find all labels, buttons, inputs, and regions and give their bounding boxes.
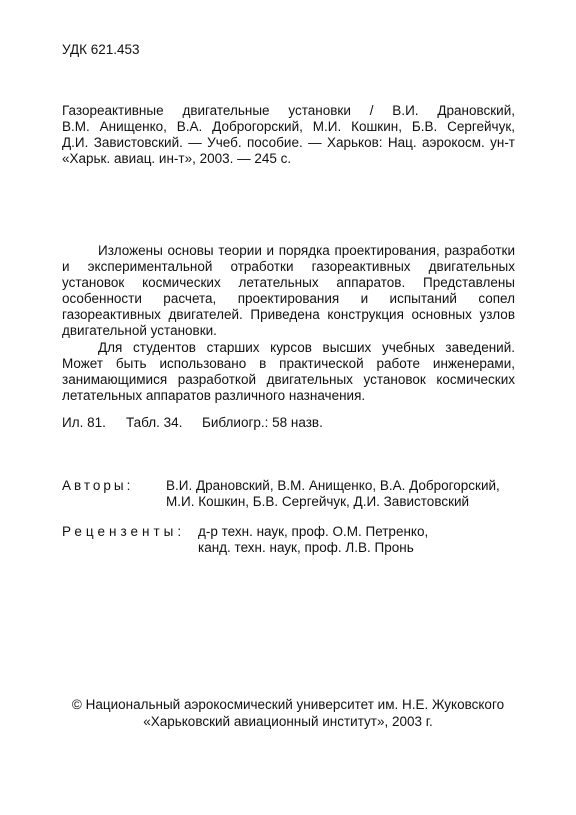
- abstract-line: двигательной установки.: [62, 323, 217, 338]
- reviewers-label: Рецензенты:: [62, 524, 186, 539]
- abstract-line: установок космических летательных аппаратов. Представлены: [62, 275, 515, 290]
- bibliographic-line: Д.И. Завистовский. — Учеб. пособие. — Харьков: Нац. аэрокосм. ун-т: [62, 135, 515, 150]
- reviewer-line: канд. техн. наук, проф. Л.В. Пронь: [198, 540, 414, 555]
- authors-list: [166, 478, 500, 510]
- abstract-line: особенности расчета, проектирования и испытаний сопел: [62, 291, 515, 306]
- abstract-paragraph: [62, 243, 515, 339]
- abstract-line: и экспериментальной отработки газореактивных двигательных: [62, 259, 515, 274]
- tables-count: Табл. 34.: [126, 415, 183, 430]
- bibliographic-line: «Харьк. авиац. ин-т», 2003. — 245 с.: [62, 151, 292, 166]
- authors-line: В.И. Драновский, В.М. Анищенко, В.А. Доброгорский,: [166, 478, 500, 493]
- bibliography-count: Библиогр.: 58 назв.: [202, 415, 323, 430]
- authors-label: Авторы:: [62, 478, 134, 493]
- reviewer-line: д-р техн. наук, проф. О.М. Петренко,: [198, 524, 429, 539]
- audience-line: занимающимися разработкой двигательных установок космических: [62, 372, 515, 387]
- udk-code: УДК 621.453: [62, 42, 140, 57]
- bibliographic-line: Газореактивные двигательные установки / В.И. Драновский,: [62, 103, 515, 118]
- abstract-line: Изложены основы теории и порядка проектирования, разработки: [98, 243, 515, 258]
- illustrations-count: Ил. 81.: [62, 415, 106, 430]
- abstract-line: газореактивных двигателей. Приведена конструкция основных узлов: [62, 307, 515, 322]
- audience-paragraph: [62, 340, 515, 404]
- copyright-line: «Харьковский авиационный институт», 2003 г.: [143, 714, 433, 729]
- bibliographic-description: [62, 103, 515, 167]
- authors-line: М.И. Кошкин, Б.В. Сергейчук, Д.И. Завистовский: [166, 494, 470, 509]
- copyright-notice: [40, 696, 536, 730]
- audience-line: Может быть использовано в практической работе инженерами,: [62, 356, 515, 371]
- publication-counts: [62, 415, 323, 431]
- audience-line: летательных аппаратов различного назначения.: [62, 388, 366, 403]
- reviewers-list: [198, 524, 428, 556]
- copyright-line: © Национальный аэрокосмический университет им. Н.Е. Жуковского: [71, 697, 505, 712]
- bibliographic-line: В.М. Анищенко, В.А. Доброгорский, М.И. Кошкин, Б.В. Сергейчук,: [62, 119, 515, 134]
- audience-line: Для студентов старших курсов высших учебных заведений.: [98, 340, 515, 355]
